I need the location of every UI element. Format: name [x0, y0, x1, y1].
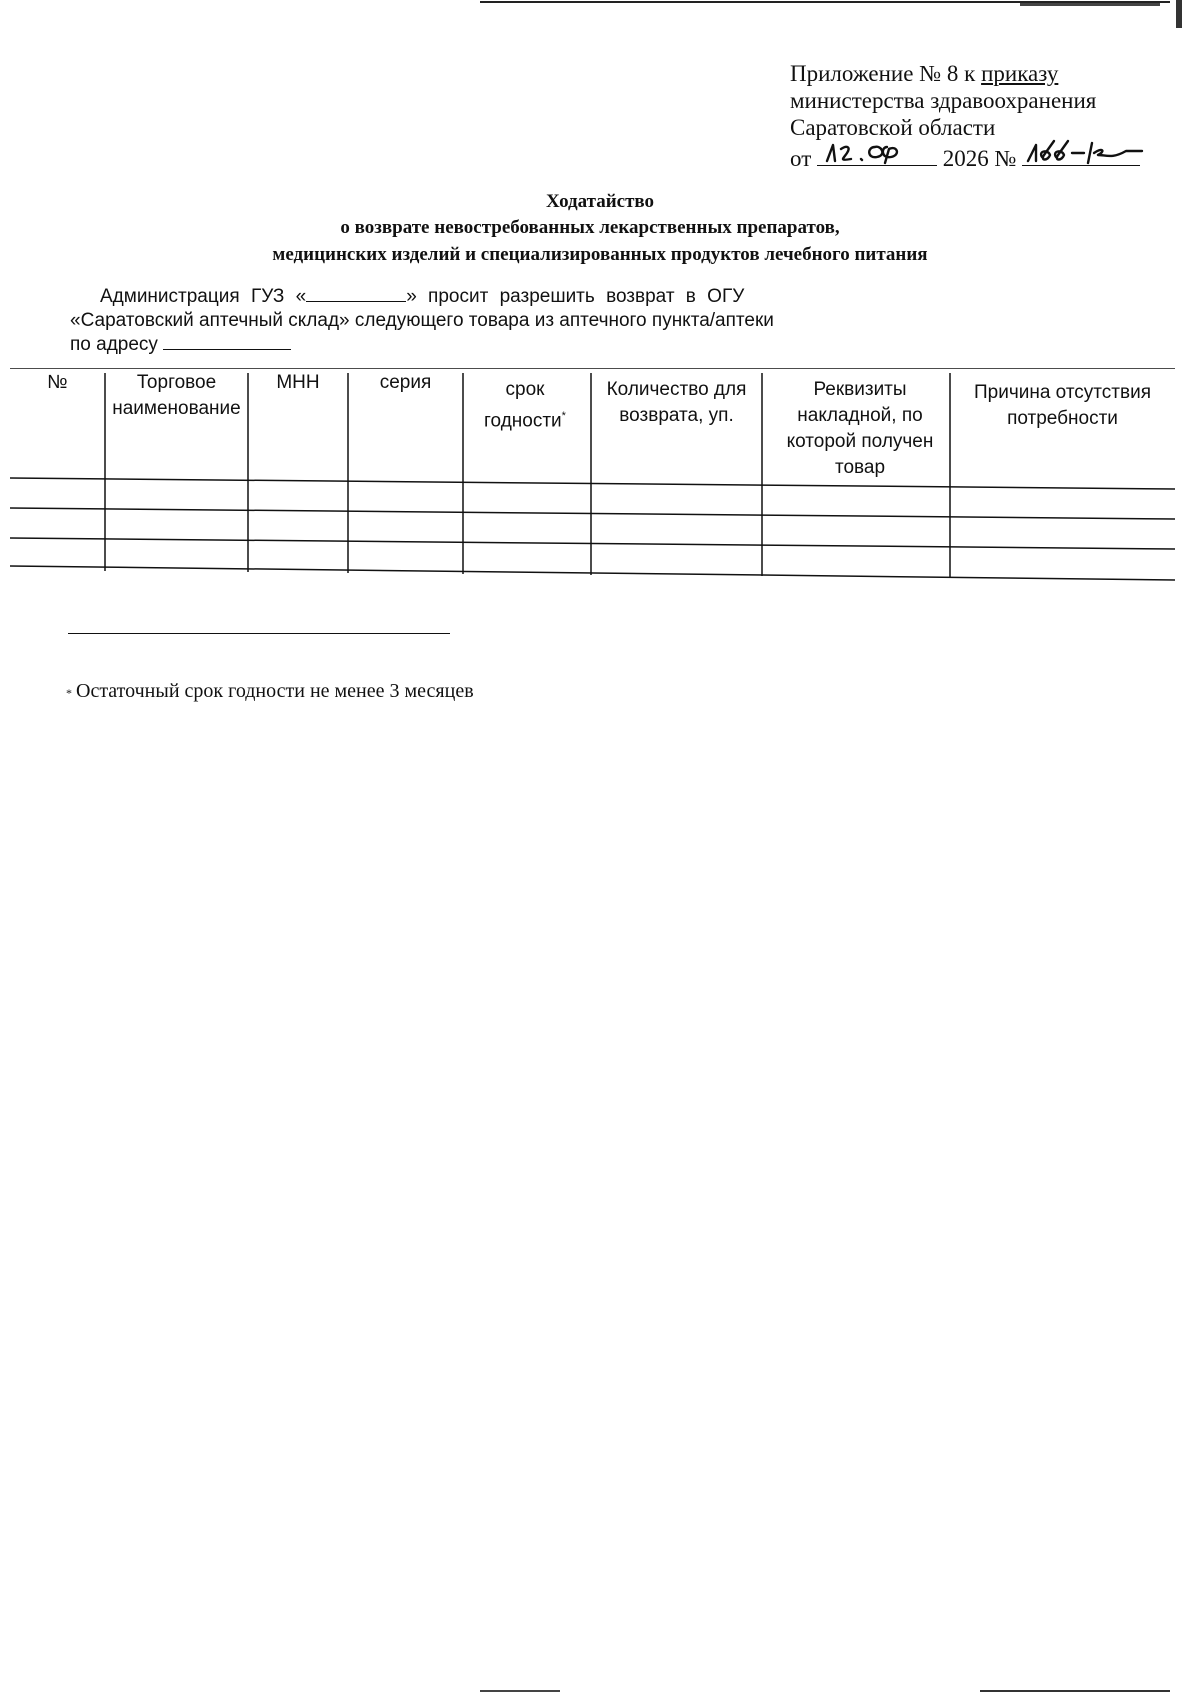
address-blank [163, 333, 291, 350]
number-sign: № [994, 146, 1017, 171]
header-series: серия [379, 372, 432, 393]
header-number: № [47, 372, 68, 393]
appendix-prefix: Приложение № 8 к [790, 61, 982, 86]
footnote-separator [68, 633, 450, 634]
footnote [66, 678, 474, 704]
document-subtitle-2: медицинских изделий и специализированных продуктов лечебного питания [272, 244, 928, 265]
appendix-block [790, 60, 1140, 172]
appendix-line-1 [790, 60, 1140, 87]
header-reason: Причина отсутствия потребности [973, 382, 1151, 429]
document-subtitle-1: о возврате невостребованных лекарственных препаратов, [340, 217, 840, 238]
header-trade-name: Торговое наименование [112, 372, 241, 419]
handwritten-number-signature [1022, 137, 1152, 167]
guz-name-blank [306, 285, 406, 302]
petition-text [70, 285, 774, 357]
header-quantity: Количество для возврата, уп. [606, 379, 747, 426]
footnote-mark: * [66, 686, 72, 700]
petition-line-2: «Саратовский аптечный склад» следующего товара из аптечного пункта/аптеки [70, 310, 774, 331]
header-inn: МНН [276, 372, 320, 393]
handwritten-date-signature [817, 137, 937, 167]
year: 2026 [942, 146, 989, 171]
appendix-date-line [790, 141, 1140, 172]
order-word: приказу [981, 61, 1059, 86]
scan-artifact-bottom [480, 1690, 1180, 1693]
return-items-table [10, 368, 1175, 583]
header-invoice: Реквизиты накладной, по которой получен товар [786, 379, 934, 478]
handwritten-order-number [1022, 141, 1140, 166]
document-title: Ходатайство [545, 191, 655, 212]
footnote-text: Остаточный срок годности не менее 3 месяцев [76, 680, 474, 702]
expiry-footnote-mark: * [561, 410, 566, 422]
scan-artifact-top [480, 0, 1200, 6]
petition-line-1 [70, 285, 774, 309]
address-label: по адресу [70, 334, 158, 355]
appendix-line-2: министерства здравоохранения [790, 88, 1097, 113]
appendix-line-3: Саратовской области [790, 115, 996, 140]
petition-administration: Администрация ГУЗ « [100, 286, 307, 307]
date-prefix: от [790, 146, 812, 171]
petition-request: » просит разрешить возврат в ОГУ [406, 286, 745, 307]
handwritten-date [817, 141, 937, 166]
header-expiry: срок годности* [484, 379, 566, 432]
petition-line-3 [70, 333, 774, 357]
